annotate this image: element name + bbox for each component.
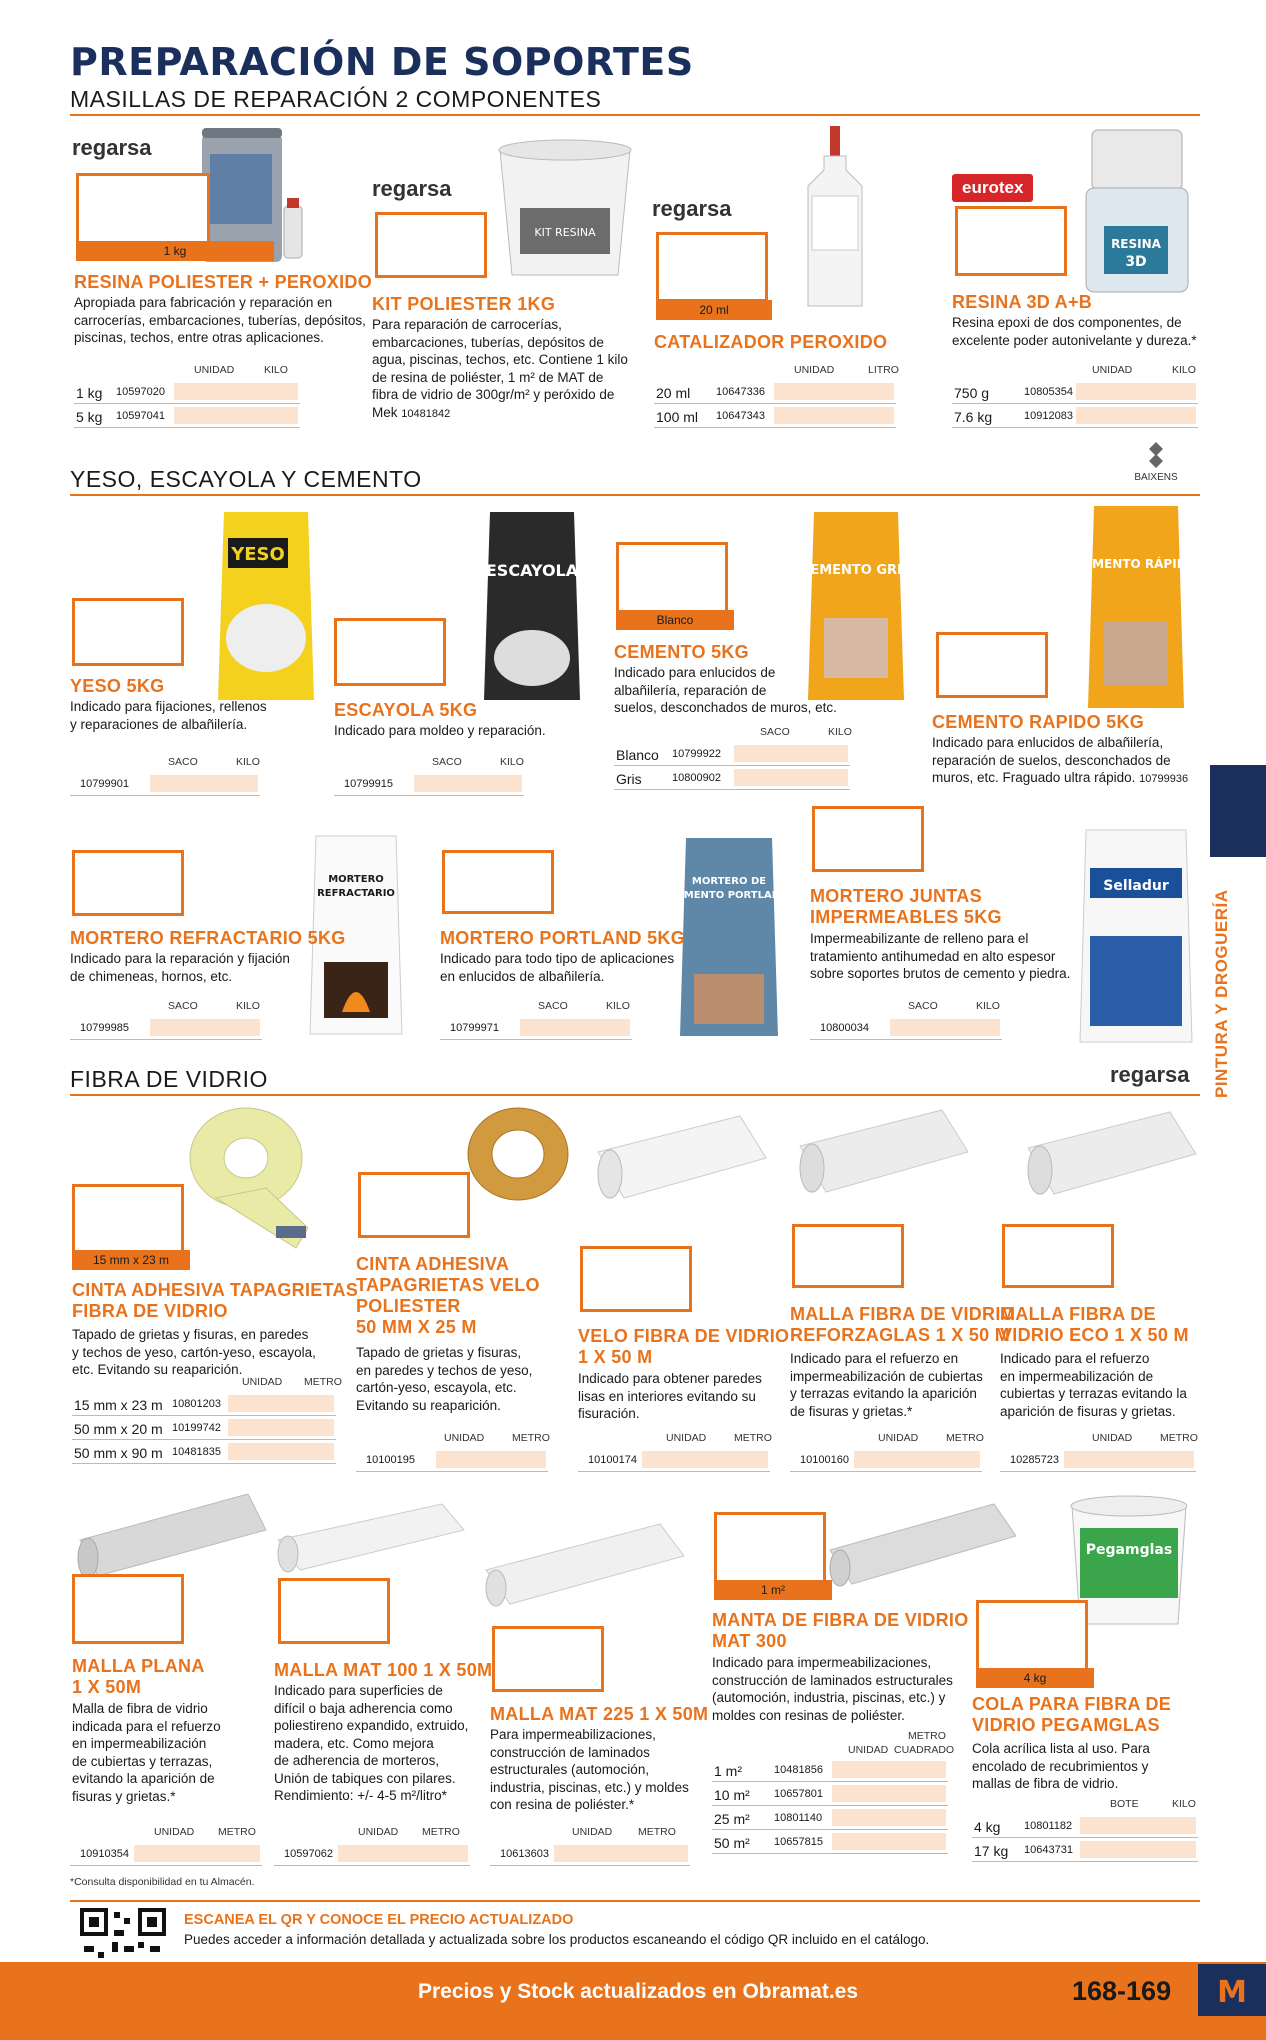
- table-row: 17 kg 10643731: [972, 1838, 1198, 1862]
- qr-text: Puedes acceder a información detallada y actualizada sobre los productos escaneando el código QR incluido en el catálogo.: [184, 1932, 930, 1947]
- table-row: 10100160: [790, 1448, 982, 1472]
- footnote: *Consulta disponibilidad en tu Almacén.: [70, 1876, 255, 1888]
- product-desc-manta-fibra: Indicado para impermeabilizaciones, construcción de laminados estructurales (automoción, industria, piscinas, etc.) y moldes con resinas de poliéster.: [712, 1655, 953, 1723]
- table-row: 10100195: [356, 1448, 548, 1472]
- price-box: [334, 618, 446, 686]
- product-title-velo-fibra: VELO FIBRA DE VIDRIO 1 X 50 M: [578, 1326, 790, 1367]
- section-rule: [70, 494, 1200, 496]
- escayola-bag-image: [480, 508, 584, 704]
- product-title-malla-mat-100: MALLA MAT 100 1 X 50M: [274, 1660, 493, 1680]
- product-title-manta-fibra: MANTA DE FIBRA DE VIDRIO MAT 300: [712, 1610, 969, 1651]
- svg-text:MORTERO: MORTERO: [328, 874, 384, 885]
- price-table-resina-poliester: UNIDAD KILO 1 kg 10597020 5 kg 10597041: [74, 364, 300, 428]
- brand-regarsa: regarsa: [372, 176, 452, 201]
- product-desc-malla-mat-100: Indicado para superficies de difícil o baja adherencia como poliestireno expandido, extruido, madera, etc. Como mejora de adherencia de morteros, Unión de tabiques con pilares. Rendimiento: +/- 4-5 m²/litro*: [274, 1683, 469, 1803]
- price-table-resina-3d: UNIDAD KILO 750 g 10805354 7.6 kg 10912083: [952, 364, 1198, 428]
- price-table-malla-reforzaglas: UNIDAD METRO 10100160: [790, 1432, 982, 1472]
- price-box: [616, 542, 728, 614]
- price-box: [72, 1184, 184, 1254]
- price-table-malla-mat-100: UNIDAD METRO 10597062: [274, 1826, 470, 1866]
- price-table-mortero-refractario: SACO KILO 10799985: [70, 1000, 262, 1040]
- price-table-cinta-velo: UNIDAD METRO 10100195: [356, 1432, 548, 1472]
- svg-text:MORTERO DE: MORTERO DE: [691, 876, 767, 887]
- table-row: 10100174: [578, 1448, 770, 1472]
- table-row: 10800034: [810, 1016, 1002, 1040]
- product-desc-mortero-refractario: Indicado para la reparación y fijación de chimeneas, hornos, etc.: [70, 951, 290, 984]
- table-row: 20 ml 10647336: [654, 380, 896, 404]
- price-table-mortero-juntas: SACO KILO 10800034: [810, 1000, 1002, 1040]
- table-row: Blanco 10799922: [614, 742, 850, 766]
- price-box: [72, 850, 184, 916]
- product-desc-cola-pegamglas: Cola acrílica lista al uso. Para encolado de recubrimientos y mallas de fibra de vidrio.: [972, 1741, 1150, 1791]
- price-box: [358, 1172, 470, 1238]
- table-row: 10613603: [490, 1842, 690, 1866]
- product-title-mortero-refractario: MORTERO REFRACTARIO 5KG: [70, 928, 346, 948]
- baixens-logo-icon: [1141, 440, 1171, 470]
- section-title-fibra: FIBRA DE VIDRIO: [70, 1066, 268, 1092]
- table-row: 10799985: [70, 1016, 262, 1040]
- price-box: [76, 173, 210, 245]
- table-row: 10 m² 10657801: [712, 1782, 948, 1806]
- product-title-cemento-rapido: CEMENTO RAPIDO 5KG: [932, 712, 1145, 732]
- svg-text:3D: 3D: [1125, 254, 1147, 270]
- brand-regarsa: regarsa: [652, 196, 732, 221]
- product-title-catalizador: CATALIZADOR PEROXIDO: [654, 332, 888, 352]
- brand-eurotex: eurotex: [952, 174, 1033, 202]
- page-title: PREPARACIÓN DE SOPORTES: [70, 40, 694, 84]
- product-title-resina-3d: RESINA 3D A+B: [952, 292, 1093, 312]
- price-box: [955, 206, 1067, 276]
- brand-regarsa: regarsa: [1110, 1062, 1190, 1087]
- price-box: [442, 850, 554, 914]
- price-table-cola-pegamglas: BOTE KILO 4 kg 10801182 17 kg 10643731: [972, 1798, 1198, 1862]
- price-table-catalizador: UNIDAD LITRO 20 ml 10647336 100 ml 10647343: [654, 364, 896, 428]
- mesh-roll-image: [792, 1106, 972, 1196]
- table-row: 10597062: [274, 1842, 470, 1866]
- side-tab-block: [1210, 765, 1266, 857]
- product-title-yeso: YESO 5KG: [70, 676, 165, 696]
- obramat-logo-icon: [1198, 1964, 1266, 2016]
- footer-link[interactable]: Precios y Stock actualizados en Obramat.es: [418, 1980, 859, 2003]
- svg-text:CEMENTO RÁPIDO: CEMENTO RÁPIDO: [1075, 557, 1197, 571]
- brand-regarsa: regarsa: [72, 135, 152, 160]
- size-tag: Blanco: [616, 610, 734, 630]
- price-box: [1002, 1224, 1114, 1288]
- svg-text:CEMENTO GRIS: CEMENTO GRIS: [800, 563, 912, 578]
- resin-kit-bucket-image: [490, 130, 640, 280]
- price-table-escayola: SACO KILO 10799915: [334, 756, 524, 796]
- svg-text:KIT RESINA: KIT RESINA: [534, 226, 596, 239]
- svg-text:Selladur: Selladur: [1103, 878, 1169, 894]
- product-desc-malla-eco: Indicado para el refuerzo en impermeabilización de cubiertas y terrazas evitando la aparición de fisuras y grietas.: [1000, 1351, 1187, 1419]
- svg-text:ESCAYOLA: ESCAYOLA: [485, 561, 579, 580]
- table-row: 1 kg 10597020: [74, 380, 300, 404]
- product-desc-malla-mat-225: Para impermeabilizaciones, construcción de laminados estructurales (automoción, industria, piscinas, etc.) y moldes con resina de poliéster.*: [490, 1727, 689, 1812]
- table-row: 50 mm x 90 m 10481835: [72, 1440, 336, 1464]
- catalyst-bottle-image: [800, 126, 870, 310]
- table-row: 100 ml 10647343: [654, 404, 896, 428]
- size-tag: 15 mm x 23 m: [72, 1250, 190, 1270]
- table-row: Gris 10800902: [614, 766, 850, 790]
- side-category-label: PINTURA Y DROGUERÍA: [1212, 889, 1231, 1098]
- table-row: 10799971: [440, 1016, 632, 1040]
- brand-baixens: BAIXENS: [1126, 440, 1186, 483]
- product-desc-resina-3d: Resina epoxi de dos componentes, de excelente poder autonivelante y dureza.*: [952, 315, 1197, 348]
- size-tag: 20 ml: [656, 300, 772, 320]
- product-desc-velo-fibra: Indicado para obtener paredes lisas en interiores evitando su fisuración.: [578, 1371, 762, 1421]
- table-row: 10285723: [1000, 1448, 1196, 1472]
- price-table-cinta-tapagrietas: UNIDAD METRO 15 mm x 23 m 10801203 50 mm x 20 m 10199742 50 mm x 90 m 10481835: [72, 1376, 336, 1464]
- section-title-masillas: MASILLAS DE REPARACIÓN 2 COMPONENTES: [70, 86, 602, 112]
- table-row: 10799901: [70, 772, 260, 796]
- section-title-yeso: YESO, ESCAYOLA Y CEMENTO: [70, 466, 422, 492]
- table-row: 7.6 kg 10912083: [952, 404, 1198, 428]
- product-title-malla-plana: MALLA PLANA 1 X 50M: [72, 1656, 205, 1697]
- price-box: [792, 1224, 904, 1288]
- table-row: 15 mm x 23 m 10801203: [72, 1392, 336, 1416]
- price-box: [812, 806, 924, 872]
- table-row: 1 m² 10481856: [712, 1758, 948, 1782]
- price-box: [375, 212, 487, 278]
- svg-text:RESINA: RESINA: [1111, 237, 1161, 251]
- price-box: [656, 232, 768, 302]
- product-title-mortero-portland: MORTERO PORTLAND 5KG: [440, 928, 686, 948]
- price-table-manta-fibra: UNIDAD METRO CUADRADO 1 m² 10481856 10 m² 10657801 25 m² 10801140 50 m² 10657815: [712, 1730, 948, 1854]
- price-box: [714, 1512, 826, 1584]
- svg-text:M: M: [1217, 1975, 1247, 2010]
- size-tag: 4 kg: [976, 1668, 1094, 1688]
- product-title-cola-pegamglas: COLA PARA FIBRA DE VIDRIO PEGAMGLAS: [972, 1694, 1172, 1735]
- size-tag: 1 m²: [714, 1580, 832, 1600]
- table-row: 10910354: [70, 1842, 262, 1866]
- section-rule: [70, 1900, 1200, 1902]
- price-box: [278, 1578, 390, 1644]
- product-desc-yeso: Indicado para fijaciones, rellenos y reparaciones de albañilería.: [70, 699, 267, 732]
- price-table-yeso: SACO KILO 10799901: [70, 756, 260, 796]
- table-row: 25 m² 10801140: [712, 1806, 948, 1830]
- price-box: [580, 1246, 692, 1312]
- price-table-cemento: SACO KILO Blanco 10799922 Gris 10800902: [614, 726, 850, 790]
- size-tag: 1 kg: [76, 241, 274, 261]
- table-row: 4 kg 10801182: [972, 1814, 1198, 1838]
- table-row: 750 g 10805354: [952, 380, 1198, 404]
- table-row: 10799915: [334, 772, 524, 796]
- yeso-bag-image: [214, 508, 318, 704]
- product-desc-malla-reforzaglas: Indicado para el refuerzo en impermeabilización de cubiertas y terrazas evitando la aparición de fisuras y grietas.*: [790, 1351, 983, 1419]
- table-row: 50 mm x 20 m 10199742: [72, 1416, 336, 1440]
- page-numbers: 168-169: [1072, 1976, 1172, 2006]
- price-table-malla-eco: UNIDAD METRO 10285723: [1000, 1432, 1196, 1472]
- product-title-resina-poliester: RESINA POLIESTER + PEROXIDO: [74, 272, 372, 292]
- svg-text:CEMENTO PORTLAND: CEMENTO PORTLAND: [669, 890, 789, 901]
- product-desc-malla-plana: Malla de fibra de vidrio indicada para el refuerzo en impermeabilización de cubiertas y terrazas, evitando la aparición de fisuras y grietas.*: [72, 1701, 221, 1804]
- mesh-roll-image: [1020, 1108, 1200, 1198]
- svg-text:YESO: YESO: [231, 544, 285, 565]
- section-rule: [70, 114, 1200, 116]
- fiberglass-roll-image: [590, 1112, 770, 1202]
- mat-roll-image: [480, 1520, 690, 1610]
- product-desc-mortero-portland: Indicado para todo tipo de aplicaciones en enlucidos de albañilería.: [440, 951, 675, 984]
- price-box: [976, 1600, 1088, 1672]
- product-title-malla-eco: MALLA FIBRA DE VIDRIO ECO 1 X 50 M: [1000, 1304, 1189, 1345]
- product-desc-mortero-juntas: Impermeabilizante de relleno para el tratamiento antihumedad en alto espesor sobre soportes brutos de cemento y piedra.: [810, 931, 1071, 981]
- resin-3d-jar-image: [1082, 126, 1192, 296]
- product-desc-resina-poliester: Apropiada para fabricación y reparación en carrocerías, embarcaciones, tuberías, depósitos, piscinas, techos, entre otras aplicaciones.: [74, 295, 366, 345]
- price-table-velo-fibra: UNIDAD METRO 10100174: [578, 1432, 770, 1472]
- price-box: [72, 598, 184, 666]
- product-desc-escayola: Indicado para moldeo y reparación.: [334, 723, 546, 738]
- product-desc-cinta-velo: Tapado de grietas y fisuras, en paredes y techos de yeso, cartón-yeso, escayola, etc. Evitando su reaparición.: [356, 1345, 533, 1413]
- qr-title: ESCANEA EL QR Y CONOCE EL PRECIO ACTUALIZADO: [184, 1912, 574, 1928]
- product-desc-kit-poliester: Para reparación de carrocerías, embarcaciones, tuberías, depósitos de agua, piscinas, techos, etc. Contiene 1 kilo de resina de poliéster, 1 m² de MAT de fibra de vidrio de 300gr/m² y peróxido de Mek 10481842: [372, 317, 628, 420]
- price-table-malla-mat-225: UNIDAD METRO 10613603: [490, 1826, 690, 1866]
- svg-text:Pegamglas: Pegamglas: [1085, 1542, 1173, 1558]
- cemento-rapido-bag-image: [1075, 502, 1197, 712]
- selladur-bag-image: [1076, 826, 1196, 1046]
- adhesive-tape-roll-image: [462, 1098, 572, 1210]
- price-box: [72, 1574, 184, 1644]
- product-title-malla-mat-225: MALLA MAT 225 1 X 50M: [490, 1704, 709, 1724]
- product-title-cemento: CEMENTO 5KG: [614, 642, 749, 662]
- product-desc-cemento-rapido: Indicado para enlucidos de albañilería, reparación de suelos, desconchados de muros, etc. Fraguado ultra rápido. 10799936: [932, 735, 1189, 785]
- price-table-mortero-portland: SACO KILO 10799971: [440, 1000, 632, 1040]
- mesh-tape-roll-image: [176, 1098, 312, 1256]
- product-title-malla-reforzaglas: MALLA FIBRA DE VIDRIO REFORZAGLAS 1 X 50 M: [790, 1304, 1015, 1345]
- table-row: 50 m² 10657815: [712, 1830, 948, 1854]
- product-desc-cinta-tapagrietas: Tapado de grietas y fisuras, en paredes y techos de yeso, cartón-yeso, escayola, etc. Evitando su reaparición.: [72, 1327, 316, 1377]
- price-box: [492, 1626, 604, 1692]
- product-title-escayola: ESCAYOLA 5KG: [334, 700, 478, 720]
- product-title-kit-poliester: KIT POLIESTER 1KG: [372, 294, 556, 314]
- mesh-roll-image: [72, 1490, 272, 1580]
- product-title-cinta-velo: CINTA ADHESIVA TAPAGRIETAS VELO POLIESTER 50 MM X 25 M: [356, 1254, 540, 1337]
- svg-text:REFRACTARIO: REFRACTARIO: [317, 888, 395, 899]
- table-row: 5 kg 10597041: [74, 404, 300, 428]
- fiber-mat-roll-image: [824, 1500, 1020, 1590]
- product-desc-cemento: Indicado para enlucidos de albañilería, reparación de suelos, desconchados de muros, etc.: [614, 665, 837, 715]
- product-title-mortero-juntas: MORTERO JUNTAS IMPERMEABLES 5KG: [810, 886, 1002, 927]
- mat-roll-image: [272, 1500, 472, 1580]
- section-rule: [70, 1094, 1200, 1096]
- product-title-cinta-tapagrietas: CINTA ADHESIVA TAPAGRIETAS FIBRA DE VIDRIO: [72, 1280, 359, 1321]
- price-table-malla-plana: UNIDAD METRO 10910354: [70, 1826, 262, 1866]
- price-box: [936, 632, 1048, 698]
- mortero-portland-bag-image: [669, 834, 789, 1040]
